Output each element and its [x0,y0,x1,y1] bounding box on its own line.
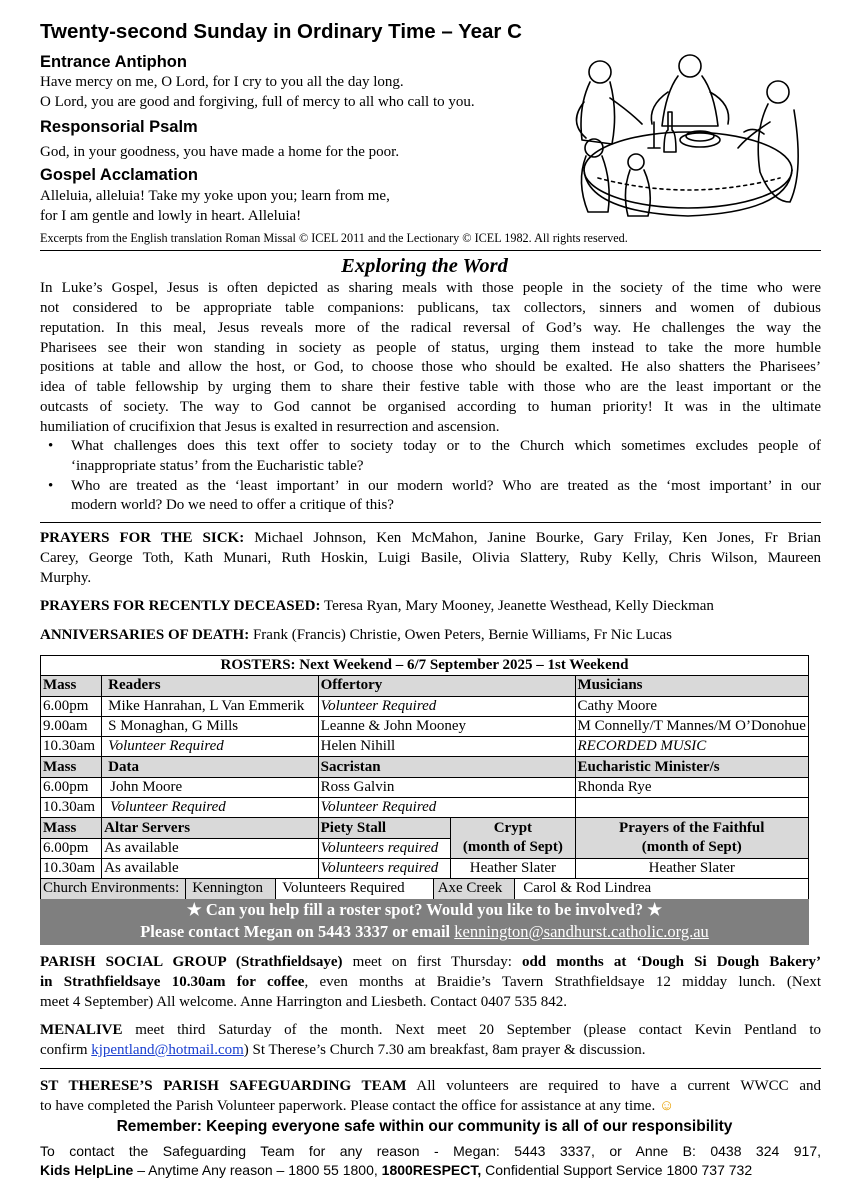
table-row [41,716,809,736]
church-environments-label: Church Environments: [41,879,186,898]
menalive-label: MENALIVE [40,1022,123,1038]
column-header-prayers-of-the-faithful [575,818,809,859]
question-1-line-1: What challenges does this text offer to society today or to the Church which sometimes excludes people of [71,438,821,454]
column-header-crypt [451,818,575,859]
social-group-text: meet on first Thursday: [352,954,512,970]
safeguarding-text: to have completed the Parish Volunteer paperwork. Please contact the office for assistance at any time. [40,1098,656,1114]
social-group-label: PARISH SOCIAL GROUP (Strathfieldsaye) [40,954,343,970]
offertory-cell: Leanne & John Mooney [318,716,575,736]
sacristan-cell: Ross Galvin [318,777,575,797]
entrance-antiphon-line-1: Have mercy on me, O Lord, for I cry to you all the day long. [40,74,404,90]
menalive-text: confirm [40,1042,88,1058]
musicians-cell: RECORDED MUSIC [575,737,809,757]
prayers-sick-line-2: Carey, George Toth, Kath Munari, Ruth Hoskin, Luigi Basile, Olivia Slattery, Ruby Kelly, Chris Wilson, Maureen [40,550,821,566]
data-cell: Volunteer Required [102,798,319,818]
banner-line-2 [40,921,809,943]
exploring-line-2: not considered to be appropriate table companions: publicans, tax collectors, sinners and women of dubious [40,300,821,316]
entrance-antiphon-heading: Entrance Antiphon [40,53,187,71]
list-item [40,477,821,517]
exploring-line-1: In Luke’s Gospel, Jesus is often depicted as sharing meals with those people in the society of the time who were [40,280,821,296]
responsorial-psalm-heading: Responsorial Psalm [40,118,198,136]
social-group-text: , even months at Braidie’s Tavern Strathfieldsaye 12 midday lunch. (Next [304,974,821,990]
table-row [41,858,809,878]
column-header-musicians: Musicians [575,676,809,696]
banner-line-1: ★ Can you help fill a roster spot? Would you like to be involved? ★ [186,900,663,919]
social-group-bold-text: odd months at ‘Dough Si Dough Bakery’ [521,954,822,970]
rosters-title: ROSTERS: Next Weekend – 6/7 September 2025 – 1st Weekend [41,656,809,676]
mass-time: 6.00pm [41,696,102,716]
prayers-deceased-label: PRAYERS FOR RECENTLY DECEASED: [40,598,321,614]
prayers-of-the-faithful-cell: Heather Slater [575,858,809,878]
altar-piety-header [102,818,319,838]
eucharistic-minister-cell [575,798,809,818]
table-row [41,676,809,696]
question-2-line-2: modern world? Do we need to offer a critique of this? [71,497,394,514]
safeguarding-line-2 [40,1097,674,1117]
column-header-readers: Readers [102,676,319,696]
entrance-antiphon-line-2: O Lord, you are good and forgiving, full of mercy to all who call to you. [40,94,475,110]
readers-cell: Mike Hanrahan, L Van Emmerik [102,696,319,716]
table-row [41,737,809,757]
bullet-icon: • [48,477,54,494]
roster-help-banner [40,899,809,945]
respect-text: Confidential Support Service 1800 737 732 [481,1162,753,1178]
prayers-deceased-names: Teresa Ryan, Mary Mooney, Jeanette Westhead, Kelly Dieckman [323,598,714,614]
safeguarding-text: All volunteers are required to have a current WWCC and [416,1078,821,1094]
menalive-line-1 [40,1021,821,1041]
exploring-line-3: reputation. In this meal, Jesus reveals more of the radical reversal of God’s way. He challenges the way the [40,320,821,336]
altar-servers-cell: As available [102,858,319,878]
social-group-line-1 [40,953,821,973]
mass-time: 10.30am [41,798,102,818]
readers-cell: S Monaghan, G Mills [102,716,319,736]
banner-email-link[interactable]: kennington@sandhurst.catholic.org.au [454,922,709,941]
exploring-line-5: positions at table and allow the host, or God, to choose those who should be exalted. He also shatters the Pharisees’ [40,359,821,375]
pof-header-line-1: Prayers of the Faithful [619,820,765,837]
mass-time: 10.30am [41,858,102,878]
table-row [41,798,809,818]
column-header-piety-stall: Piety Stall [318,818,451,838]
prayers-sick-label: PRAYERS FOR THE SICK: [40,530,245,546]
data-cell: John Moore [102,777,319,797]
respect-label: 1800RESPECT, [381,1162,482,1178]
exploring-line-7: outcasts of society. The way to God cannot be organised according to human priority! It was in the ultimate [40,399,821,415]
safeguarding-label: ST THERESE’S PARISH SAFEGUARDING TEAM [40,1078,407,1094]
banner-contact-text: Please contact Megan on 5443 3337 or email [140,922,451,941]
responsorial-psalm-line: God, in your goodness, you have made a home for the poor. [40,144,400,160]
kennington-value: Volunteers Required [276,879,434,898]
column-header-sacristan: Sacristan [318,757,575,777]
anniversaries-names: Frank (Francis) Christie, Owen Peters, Bernie Williams, Fr Nic Lucas [252,627,672,643]
column-header-mass: Mass [41,676,102,696]
anniversaries-of-death [40,626,672,646]
musicians-cell: M Connelly/T Mannes/M O’Donohue [575,716,809,736]
axe-creek-label: Axe Creek [434,879,516,898]
crypt-header-line-2: (month of Sept) [462,839,563,856]
altar-servers-cell: As available [102,838,319,858]
musicians-cell: Cathy Moore [575,696,809,716]
column-header-eucharistic-ministers: Eucharistic Minister/s [575,757,809,777]
question-1-line-2: ‘inappropriate status’ from the Eucharistic table? [71,457,364,474]
divider [40,250,821,251]
table-row [41,696,809,716]
table-fellowship-illustration [558,52,822,224]
copyright-notice: Excerpts from the English translation Roman Missal © ICEL 2011 and the Lectionary © ICEL 1982. All rights reserved. [40,231,628,245]
mass-time: 6.00pm [41,777,102,797]
anniversaries-label: ANNIVERSARIES OF DEATH: [40,627,250,643]
column-header-altar-servers: Altar Servers [104,819,191,836]
prayers-deceased [40,597,714,617]
axe-creek-value: Carol & Rod Lindrea [523,880,652,897]
menalive-email-link[interactable]: kjpentland@hotmail.com [91,1042,244,1058]
table-row [41,656,809,676]
mass-time: 9.00am [41,716,102,736]
prayers-sick-line-1 [40,529,821,549]
helplines-line [40,1161,752,1179]
list-item [40,437,821,477]
safeguarding-line-1 [40,1077,821,1097]
social-group-line-2 [40,973,821,993]
offertory-cell: Helen Nihill [318,737,575,757]
readers-cell: Volunteer Required [102,737,319,757]
bullet-icon: • [48,438,54,454]
kids-helpline-label: Kids HelpLine [40,1162,134,1178]
table-row [41,818,809,838]
piety-stall-cell: Volunteers required [318,858,451,878]
rosters-table [40,655,809,900]
social-group-bold-text: in Strathfieldsaye 10.30am for coffee [40,974,305,990]
exploring-line-8: humiliation of crucifixion that Jesus is exalted in resurrection and ascension. [40,419,500,435]
table-row [41,777,809,797]
exploring-the-word-title: Exploring the Word [341,255,508,277]
column-header-offertory: Offertory [318,676,575,696]
menalive-text: meet third Saturday of the month. Next meet 20 September (please contact Kevin Pentland to [135,1022,821,1038]
social-group-line-3: meet 4 September) All welcome. Anne Harrington and Liesbeth. Contact 0407 535 842. [40,994,567,1010]
crypt-cell: Heather Slater [451,858,575,878]
exploring-line-6: idea of table fellowship by urging them to share their festive table with those who are the least important or the [40,379,821,395]
divider [40,522,821,523]
smiley-icon: ☺ [658,1098,675,1114]
sacristan-cell: Volunteer Required [318,798,575,818]
kennington-label: Kennington [186,879,276,898]
question-2-line-1: Who are treated as the ‘least important’ in our modern world? Who are treated as the ‘most important’ in our [71,477,821,494]
gospel-acclamation-line-2: for I am gentle and lowly in heart. Alleluia! [40,208,302,224]
mass-time: 6.00pm [41,838,102,858]
divider [40,1068,821,1069]
reflection-questions [40,437,821,516]
column-header-data: Data [102,757,319,777]
crypt-header-line-1: Crypt [493,820,533,837]
exploring-line-4: Pharisees see their won standing in society as people of status, urging them instead to take the more humble [40,340,821,356]
piety-stall-cell: Volunteers required [318,838,451,858]
table-row [41,757,809,777]
column-header-mass: Mass [41,757,102,777]
menalive-text: ) St Therese’s Church 7.30 am breakfast, 8am prayer & discussion. [243,1042,646,1058]
eucharistic-minister-cell: Rhonda Rye [575,777,809,797]
column-header-mass: Mass [41,818,102,838]
kids-helpline-text: – Anytime Any reason – 1800 55 1800, [133,1162,382,1178]
gospel-acclamation-line-1: Alleluia, alleluia! Take my yoke upon you; learn from me, [40,188,390,204]
safeguarding-reminder: Remember: Keeping everyone safe within our community is all of our responsibility [116,1118,733,1135]
prayers-sick-names: Michael Johnson, Ken McMahon, Janine Bourke, Gary Frilay, Ken Jones, Fr Brian [254,530,822,546]
safeguarding-contact-line: To contact the Safeguarding Team for any reason - Megan: 5443 3337, or Anne B: 0438 324 917, [40,1143,821,1159]
mass-time: 10.30am [41,737,102,757]
prayers-sick-line-3: Murphy. [40,570,92,586]
church-environments-row [41,879,809,899]
offertory-cell: Volunteer Required [318,696,575,716]
pof-header-line-2: (month of Sept) [641,839,742,856]
menalive-line-2 [40,1041,646,1061]
page-title: Twenty-second Sunday in Ordinary Time – Year C [40,20,522,43]
gospel-acclamation-heading: Gospel Acclamation [40,166,199,184]
table-row [41,879,809,899]
